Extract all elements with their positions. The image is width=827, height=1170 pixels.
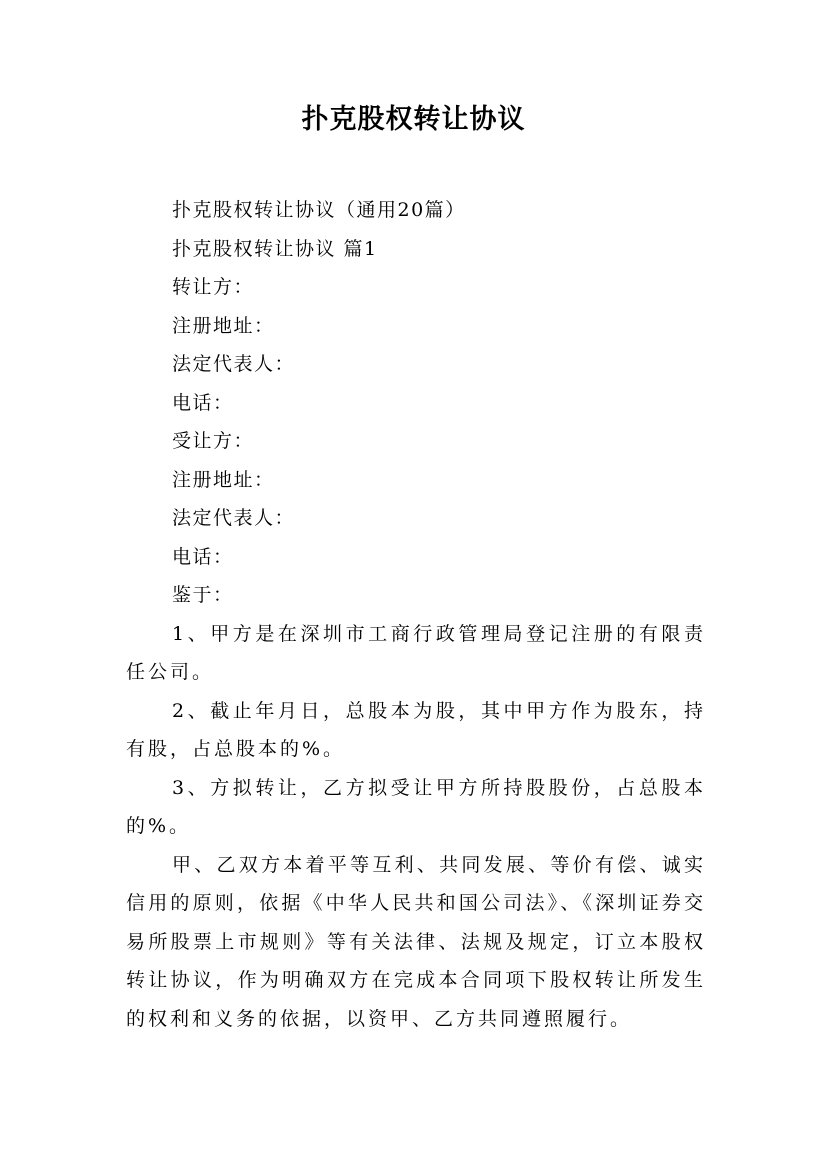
clause-2: 2、截止年月日，总股本为股，其中甲方作为股东，持有股，占总股本的%。 <box>126 699 706 760</box>
transferor-phone-label: 电话： <box>172 391 234 414</box>
transferee-phone-label: 电话： <box>172 545 234 568</box>
whereas-label: 鉴于： <box>172 584 234 606</box>
transferee-address-label: 注册地址： <box>172 468 275 491</box>
transferor-representative-label: 法定代表人： <box>172 353 296 375</box>
transferor-address-label: 注册地址： <box>172 314 275 337</box>
transferee-representative-label: 法定代表人： <box>172 507 296 529</box>
agreement-basis-paragraph: 甲、乙双方本着平等互利、共同发展、等价有偿、诚实信用的原则，依据《中华人民共和国公司法》、《深圳证券交易所股票上市规则》等有关法律、法规及规定，订立本股权转让协议，作为明确双方在完成本合同项下股权转让所发生的权利和义务的依据，以资甲、乙方共同遵照履行。 <box>126 853 706 1030</box>
transferor-label: 转让方： <box>172 276 255 298</box>
document-subtitle: 扑克股权转让协议（通用20篇） <box>172 199 466 221</box>
transferee-label: 受让方： <box>172 430 255 452</box>
section-heading: 扑克股权转让协议 篇1 <box>172 237 378 260</box>
document-body <box>126 191 706 1038</box>
clause-3: 3、方拟转让，乙方拟受让甲方所持股股份，占总股本的%。 <box>126 776 706 837</box>
document-title: 扑克股权转让协议 <box>301 104 526 135</box>
clause-1: 1、甲方是在深圳市工商行政管理局登记注册的有限责任公司。 <box>126 622 706 683</box>
